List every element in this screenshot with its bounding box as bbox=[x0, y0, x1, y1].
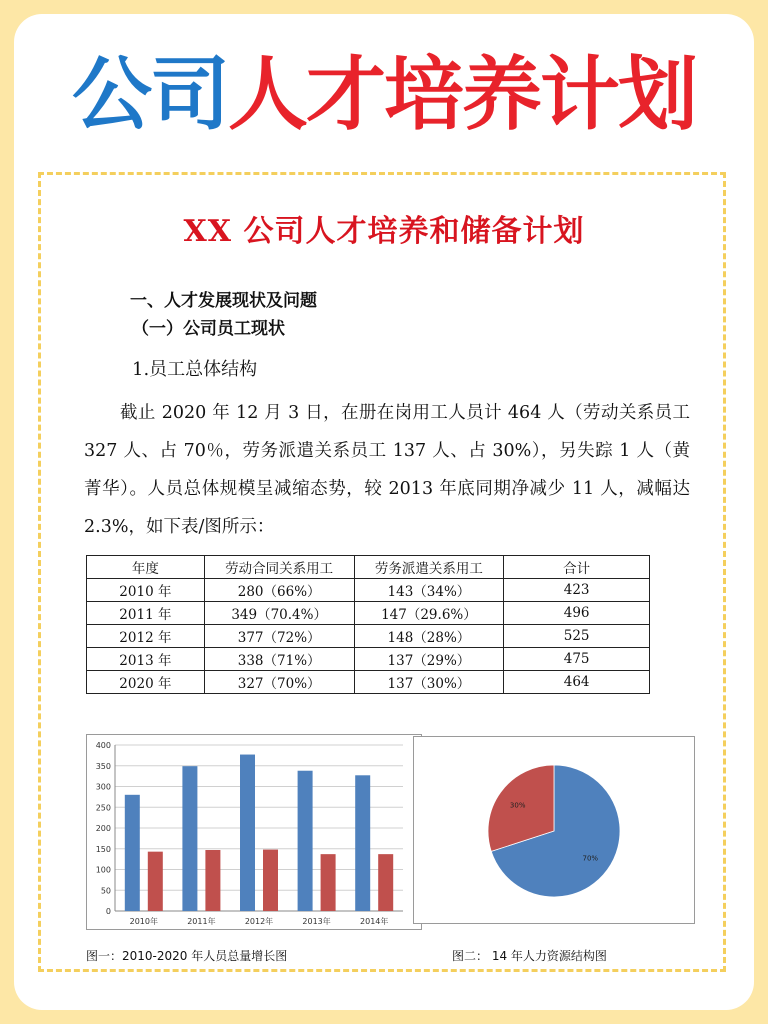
pie-chart-panel bbox=[413, 736, 695, 924]
table-header: 年度 bbox=[87, 556, 205, 579]
table-cell: 147（29.6%） bbox=[354, 602, 504, 625]
table-cell: 148（28%） bbox=[354, 625, 504, 648]
x-tick-label: 2012年 bbox=[244, 917, 274, 926]
figure-caption-2: 图二： 14 年人力资源结构图 bbox=[452, 949, 607, 963]
table-cell: 475 bbox=[504, 648, 650, 671]
x-tick-label: 2010年 bbox=[129, 917, 158, 926]
table-row bbox=[87, 671, 650, 694]
table-cell: 349（70.4%） bbox=[204, 602, 354, 625]
table-cell: 143（34%） bbox=[354, 579, 504, 602]
table-cell: 327（70%） bbox=[204, 671, 354, 694]
y-tick-label: 400 bbox=[95, 741, 111, 750]
y-tick-label: 0 bbox=[105, 907, 111, 916]
figure-caption-1: 图一：2010-2020 年人员总量增长图 bbox=[86, 949, 288, 963]
y-tick-label: 200 bbox=[95, 824, 111, 833]
body-paragraph: 截止 2020 年 12 月 3 日，在册在岗用工人员计 464 人（劳动关系员工 327 人、占 70％，劳务派遣关系员工 137 人、占 30%），另失踪 1 人（黄菁华）。人员总体规模呈减缩态势，较 2013 年底同期净减少 11 人，减幅达 2.3%，如下表/图所示： bbox=[84, 403, 690, 537]
bar bbox=[148, 852, 163, 911]
y-tick-label: 100 bbox=[95, 865, 111, 875]
table-cell: 2020 年 bbox=[87, 671, 205, 694]
pie-chart bbox=[414, 737, 694, 923]
pie-slice-label: 70% bbox=[582, 854, 599, 863]
bar bbox=[125, 795, 140, 911]
table-header: 劳务派遣关系用工 bbox=[354, 556, 504, 579]
bar bbox=[378, 854, 393, 911]
table-header: 劳动合同关系用工 bbox=[204, 556, 354, 579]
section-heading: 一、人才发展现状及问题 bbox=[130, 291, 317, 311]
table-cell: 2012 年 bbox=[87, 625, 205, 648]
bar bbox=[240, 755, 255, 911]
bar bbox=[355, 775, 370, 911]
document-title: XX 公司人才培养和储备计划 bbox=[183, 214, 585, 249]
x-tick-label: 2011年 bbox=[187, 917, 216, 926]
table-cell: 137（30%） bbox=[354, 671, 504, 694]
table-header-row bbox=[87, 556, 650, 579]
table-cell: 496 bbox=[504, 602, 650, 625]
table-cell: 137（29%） bbox=[354, 648, 504, 671]
x-tick-label: 2014年 bbox=[360, 917, 389, 926]
subsection-heading: （一）公司员工现状 bbox=[132, 319, 285, 339]
staff-table bbox=[86, 555, 650, 694]
table-cell: 2010 年 bbox=[87, 579, 205, 602]
x-tick-label: 2013年 bbox=[302, 917, 331, 926]
bar bbox=[205, 850, 220, 911]
table-row bbox=[87, 579, 650, 602]
table-header: 合计 bbox=[504, 556, 650, 579]
item-heading: 1.员工总体结构 bbox=[132, 359, 258, 380]
table-row bbox=[87, 648, 650, 671]
bar-chart-panel bbox=[86, 734, 422, 930]
table-row bbox=[87, 625, 650, 648]
bar-chart bbox=[87, 735, 421, 929]
y-tick-label: 350 bbox=[95, 761, 111, 771]
banner-title-red: 人才培养计划 bbox=[228, 48, 696, 141]
table-cell: 338（71%） bbox=[204, 648, 354, 671]
banner-title-blue: 公司 bbox=[72, 48, 228, 141]
table-row bbox=[87, 602, 650, 625]
pie-slice-label: 30% bbox=[509, 801, 526, 810]
table-cell: 280（66%） bbox=[204, 579, 354, 602]
table-cell: 2011 年 bbox=[87, 602, 205, 625]
table-cell: 423 bbox=[504, 579, 650, 602]
bar bbox=[182, 766, 197, 911]
y-tick-label: 300 bbox=[95, 782, 111, 792]
y-tick-label: 250 bbox=[95, 803, 111, 813]
bar bbox=[321, 854, 336, 911]
bar bbox=[263, 850, 278, 911]
table-cell: 377（72%） bbox=[204, 625, 354, 648]
bar bbox=[298, 771, 313, 911]
table-cell: 525 bbox=[504, 625, 650, 648]
y-tick-label: 150 bbox=[95, 844, 111, 854]
y-tick-label: 50 bbox=[100, 886, 111, 896]
table-cell: 2013 年 bbox=[87, 648, 205, 671]
banner-title bbox=[0, 40, 768, 150]
table-cell: 464 bbox=[504, 671, 650, 694]
